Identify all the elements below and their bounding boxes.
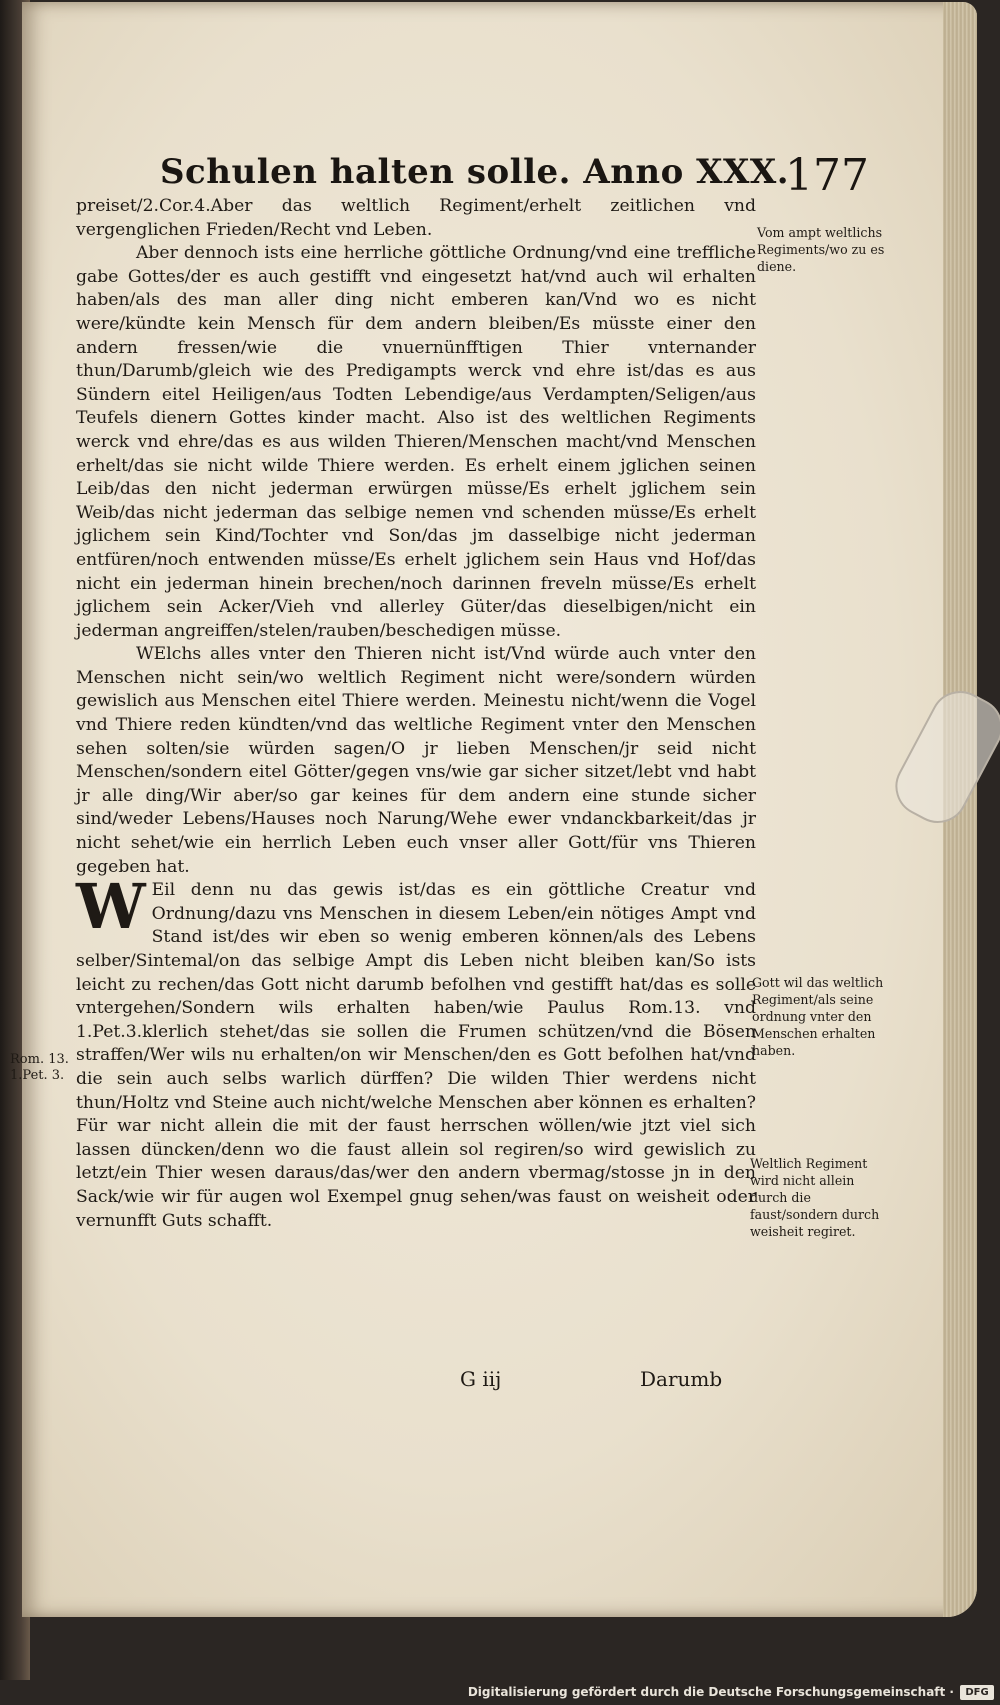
credit-bar bbox=[0, 1680, 1000, 1705]
paragraph-4 bbox=[76, 870, 756, 1233]
drop-capital: W bbox=[76, 870, 146, 944]
main-text-block bbox=[76, 195, 756, 1233]
paragraph-1: preiset/2.Cor.4.Aber das weltlich Regiment/erhelt zeitlichen vnd vergenglichen Frieden/Recht vnd Leben. bbox=[76, 196, 756, 240]
paragraph-3: WElchs alles vnter den Thieren nicht ist/Vnd würde auch vnter den Menschen nicht sein/wo weltlich Regiment nicht were/sondern würden gewislich aus Menschen eitel Thiere werden. Meinestu nicht/wenn die Vogel vnd Thiere reden kündten/vnd das weltliche Regiment vnter den Menschen sehen solten/sie würden sagen/O jr lieben Menschen/jr seid nicht Menschen/sondern eitel Götter/gegen vns/wie gar sicher sitzet/lebt vnd habt jr alle ding/Wir aber/so gar keines für dem andern eine stunde sicher sind/weder Lebens/Hauses noch Narung/Wehe ewer vndanckbarkeit/das jr nicht sehet/wie ein herrlich Leben euch vnser aller Gott/für vns Thieren gegeben hat. bbox=[76, 644, 756, 877]
marginal-note-3: Weltlich Regiment wird nicht allein durch die faust/sondern durch weisheit regiret. bbox=[750, 1156, 880, 1239]
credit-text: Digitalisierung gefördert durch die Deutsche Forschungsgemeinschaft · bbox=[467, 1685, 954, 1699]
page-number: 177 bbox=[785, 150, 869, 201]
marginal-note-1: Vom ampt weltlichs Regiments/wo zu es diene. bbox=[757, 225, 885, 274]
page-footer bbox=[460, 1367, 760, 1397]
paragraph-4-text: Eil denn nu das gewis ist/das es ein göttliche Creatur vnd Ordnung/dazu vns Menschen in diesem Leben/ein nötiges Ampt vnd Stand ist/des wir eben so wenig emberen können/als des Lebens selber/Sintemal/on das selbige Ampt dis Leben nicht bleiben kan/So ists leicht zu rechen/das Gott nicht darumb befolhen vnd gestifft hat/das es solle vntergehen/Sondern wils erhalten haben/wie Paulus Rom.13. vnd 1.Pet.3.klerlich stehet/das sie sollen die Frumen schützen/vnd die Bösen straffen/Wer wils nu erhalten/on wir Menschen/den es Gott befolhen hat/vnd die sein auch selbs warlich dürffen? Die wilden Thier werdens nicht thun/Holtz vnd Steine auch nicht/welche Menschen aber können es erhalten? Für war nicht allein die mit der faust herrschen wöllen/wie jtzt viel sich lassen düncken/denn wo die faust allein sol regiren/so wird gewislich zu letzt/ein Thier wesen daraus/das/wer den andern vbermag/stosse jn in den Sack/wie wir für augen wol Exempel gnug sehen/was faust on weisheit oder vernunfft Guts schafft. bbox=[76, 880, 756, 1231]
signature-mark: G iij bbox=[460, 1367, 502, 1391]
catchword: Darumb bbox=[640, 1367, 723, 1391]
marginal-note-left: Rom. 13. 1.Pet. 3. bbox=[10, 1052, 69, 1083]
paragraph-2: Aber dennoch ists eine herrliche göttliche Ordnung/vnd eine treffliche gabe Gottes/der es auch gestifft vnd eingesetzt hat/vnd auch wil erhalten haben/als des man aller ding nicht emberen kan/Vnd wo es nicht were/kündte kein Mensch für dem andern bleiben/Es müsste einer den andern fressen/wie die vnuernünfftigen Thier vnternander thun/Darumb/gleich wie des Predigampts werck vnd ehre ist/das es aus Sündern eitel Heiligen/aus Todten Lebendige/aus Verdampten/Seligen/aus Teufels dienern Gottes kinder macht. Also ist des weltlichen Regiments werck vnd ehre/das es aus wilden Thieren/Menschen macht/vnd Menschen erhelt/das sie nicht wilde Thiere werden. Es erhelt einem jglichen seinen Leib/das den nicht jederman erwürgen müsse/Es erhelt jglichem sein Weib/das nicht jederman das selbige nemen vnd schenden müsse/Es erhelt jglichem sein Kind/Tochter vnd Son/das jm dasselbige nicht jederman entfüren/noch entwenden müsse/Es erhelt jglichem sein Haus vnd Hof/das nicht ein jederman hinein brechen/noch darinnen freveln müsse/Es erhelt jglichem sein Acker/Vieh vnd allerley Güter/das dieselbigen/nicht ein jederman angreiffen/stelen/rauben/beschedigen müsse. bbox=[76, 243, 756, 641]
running-title: Schulen halten solle. Anno XXX. bbox=[160, 152, 790, 192]
dfg-logo: DFG bbox=[960, 1685, 994, 1700]
marginal-note-2: Gott wil das weltlich Regiment/als seine ordnung vnter den Menschen erhalten haben. bbox=[752, 975, 884, 1058]
